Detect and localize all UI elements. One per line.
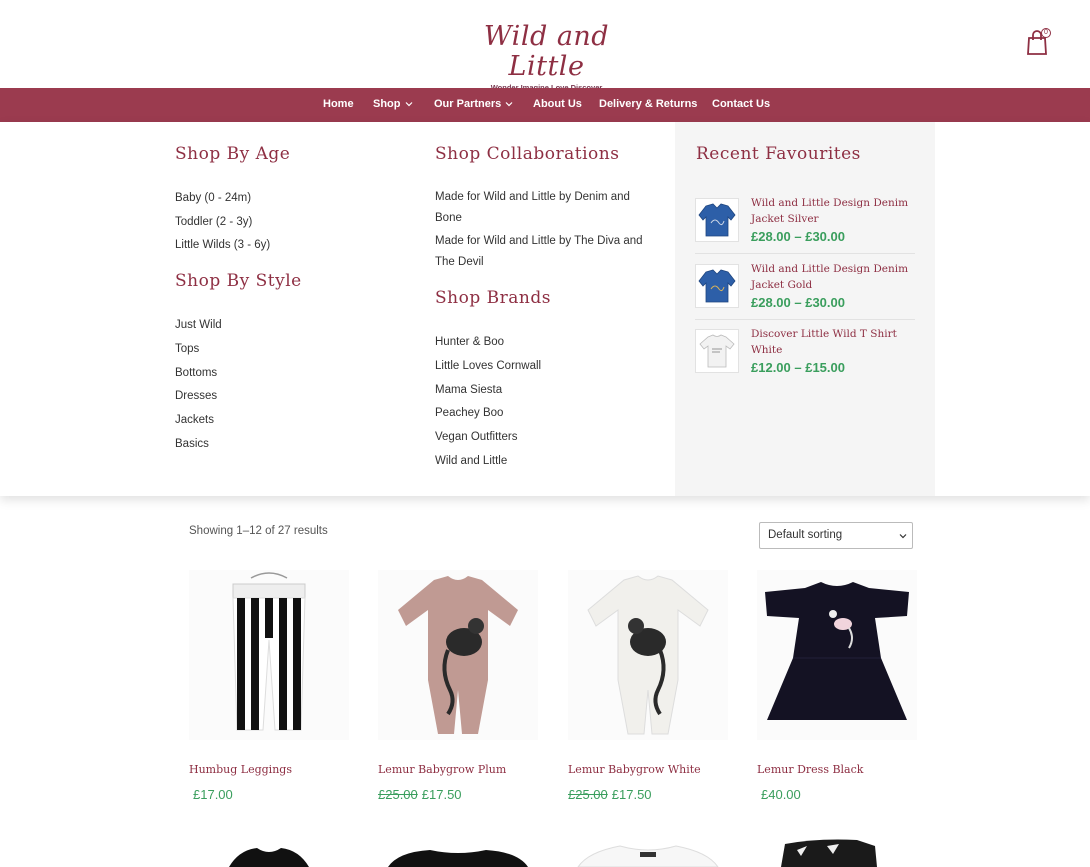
t-shirt-icon [698,334,736,368]
product-image[interactable] [189,570,349,740]
product-current-price: £17.00 [193,787,233,802]
menu-link-hunter-boo[interactable]: Hunter & Boo [435,336,505,348]
heading-recent-favourites: Recent Favourites [696,144,861,164]
product-current-price: £17.50 [611,787,652,802]
product-price [757,787,801,802]
product-card-peek[interactable] [189,836,349,867]
product-current-price: £40.00 [761,787,801,802]
favourite-price: £28.00 – £30.00 [751,229,845,244]
product-image-peek [189,836,349,867]
menu-link-baby[interactable]: Baby (0 - 24m) [175,192,252,204]
divider [695,319,915,320]
menu-link-tops[interactable]: Tops [175,343,200,355]
nav-partners-label: Our Partners [434,98,502,110]
favourite-item [695,198,915,254]
menu-link-vegan-outfitters[interactable]: Vegan Outfitters [435,431,518,443]
denim-jacket-icon [698,203,736,237]
product-card-peek[interactable] [378,836,538,867]
product-old-price: £25.00 [378,787,418,802]
site-header [0,0,1090,88]
nav-shop[interactable] [373,88,414,122]
product-title[interactable]: Lemur Dress Black [757,763,864,776]
product-thumbnail[interactable] [695,264,739,308]
divider [695,253,915,254]
favourite-item [695,264,915,320]
cart-button[interactable] [1026,30,1052,58]
heading-shop-collaborations: Shop Collaborations [435,144,620,164]
product-price [189,787,233,802]
product-image[interactable] [757,570,917,740]
leggings-image [189,570,349,740]
denim-jacket-icon [698,269,736,303]
nav-our-partners[interactable] [434,88,514,122]
product-image-peek [568,836,728,867]
menu-link-dresses[interactable]: Dresses [175,390,218,402]
nav-delivery-returns[interactable]: Delivery & Returns [599,98,698,110]
favourite-price: £12.00 – £15.00 [751,360,845,375]
cart-count-badge: 0 [1041,28,1051,38]
product-title[interactable]: Lemur Babygrow Plum [378,763,507,776]
menu-link-jackets[interactable]: Jackets [175,414,214,426]
product-image[interactable] [568,570,728,740]
product-price [568,787,652,802]
heading-shop-by-age: Shop By Age [175,144,291,164]
product-card[interactable] [378,570,538,810]
results-count: Showing 1–12 of 27 results [189,525,328,537]
menu-link-denim-and-bone[interactable]: Made for Wild and Little by Denim and Bone [435,191,630,224]
babygrow-plum-image [378,570,538,740]
product-card-peek[interactable] [568,836,728,867]
menu-link-peachey-boo[interactable]: Peachey Boo [435,407,504,419]
product-image-peek [757,836,917,867]
menu-link-wild-and-little[interactable]: Wild and Little [435,455,508,467]
nav-contact-us[interactable]: Contact Us [712,98,771,110]
favourite-name[interactable]: Wild and Little Design Denim Jacket Silver [751,197,909,225]
product-card[interactable] [568,570,728,810]
site-logo[interactable] [474,22,619,92]
chevron-down-icon [504,99,514,109]
menu-link-little-wilds[interactable]: Little Wilds (3 - 6y) [175,239,271,251]
product-image-peek [378,836,538,867]
menu-link-mama-siesta[interactable]: Mama Siesta [435,384,503,396]
heading-shop-by-style: Shop By Style [175,271,302,291]
product-old-price: £25.00 [568,787,608,802]
nav-about-us[interactable]: About Us [533,98,582,110]
product-thumbnail[interactable] [695,198,739,242]
shop-mega-menu [0,122,1090,496]
menu-link-toddler[interactable]: Toddler (2 - 3y) [175,216,253,228]
dress-black-image [757,570,917,740]
menu-link-just-wild[interactable]: Just Wild [175,319,222,331]
menu-link-basics[interactable]: Basics [175,438,209,450]
favourite-price: £28.00 – £30.00 [751,295,845,310]
menu-link-little-loves-cornwall[interactable]: Little Loves Cornwall [435,360,542,372]
nav-shop-label: Shop [373,98,401,110]
menu-link-diva-and-devil[interactable]: Made for Wild and Little by The Diva and The Devil [435,235,643,268]
chevron-down-icon [899,532,907,540]
menu-link-bottoms[interactable]: Bottoms [175,367,218,379]
product-title[interactable]: Lemur Babygrow White [568,763,701,776]
favourite-name[interactable]: Wild and Little Design Denim Jacket Gold [751,263,909,291]
product-thumbnail[interactable] [695,329,739,373]
logo-title: Wild and Little [483,21,610,82]
favourite-name[interactable]: Discover Little Wild T Shirt White [751,328,897,356]
main-nav [0,88,1090,122]
product-image[interactable] [378,570,538,740]
product-current-price: £17.50 [421,787,462,802]
nav-home[interactable]: Home [323,98,354,110]
product-card[interactable] [757,570,917,810]
babygrow-white-image [568,570,728,740]
sort-select[interactable] [759,522,913,549]
product-title[interactable]: Humbug Leggings [189,763,292,776]
product-card[interactable] [189,570,349,810]
sort-selected-value: Default sorting [768,529,843,541]
product-card-peek[interactable] [757,836,917,867]
heading-shop-brands: Shop Brands [435,288,551,308]
favourite-item [695,329,915,385]
chevron-down-icon [404,99,414,109]
product-price [378,787,462,802]
